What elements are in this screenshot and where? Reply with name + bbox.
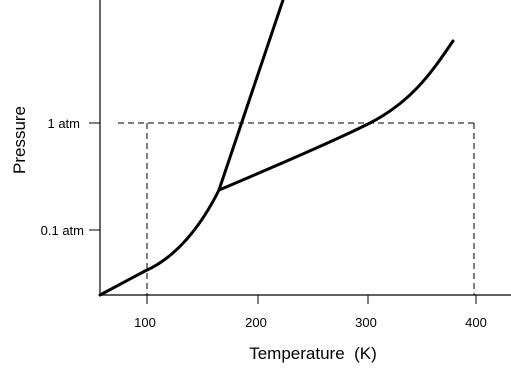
sublimation-curve	[100, 190, 219, 295]
x-axis-title: Temperature (K)	[249, 344, 377, 363]
x-tick-label-100: 100	[134, 315, 156, 330]
melting-curve	[219, 0, 283, 190]
x-tick-label-300: 300	[355, 315, 377, 330]
y-tick-label-0.1atm: 0.1 atm	[40, 223, 84, 238]
x-tick-label-400: 400	[465, 315, 487, 330]
y-axis-title: Pressure	[10, 105, 29, 175]
vaporization-curve	[219, 41, 453, 190]
x-tick-label-200: 200	[245, 315, 267, 330]
y-tick-label-1atm: 1 atm	[47, 116, 80, 131]
